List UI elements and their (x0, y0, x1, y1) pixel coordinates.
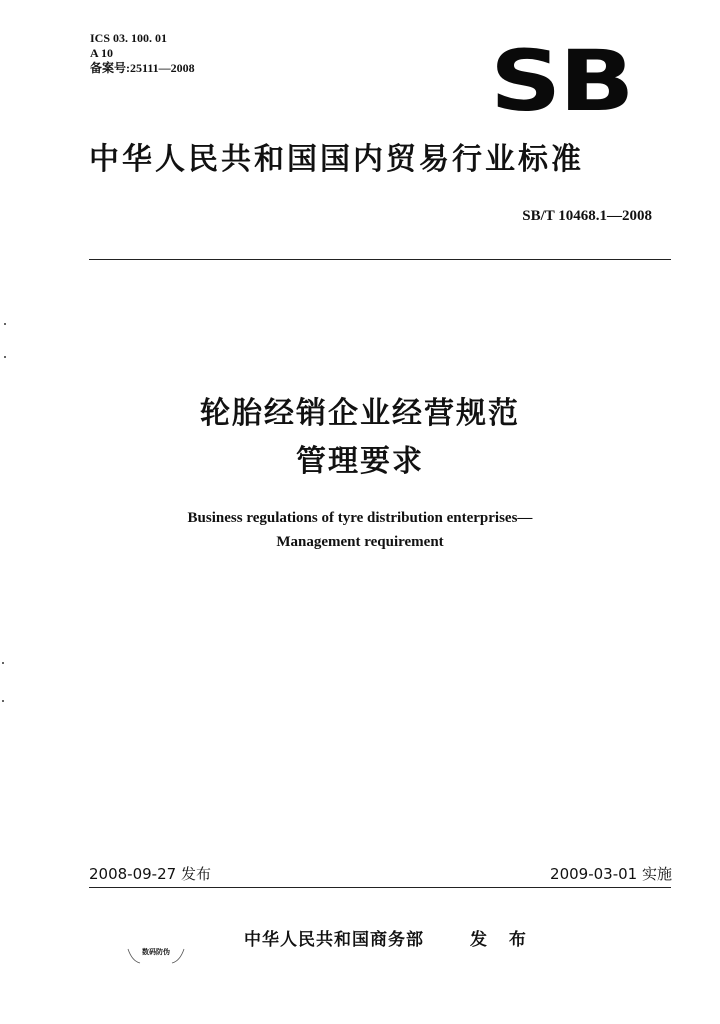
classification-block (90, 31, 195, 76)
issue-label: 发 布 (470, 930, 534, 950)
implementation-date: 2009-03-01 实施 (550, 865, 672, 883)
document-title-en-line2: Management requirement (276, 534, 444, 550)
scan-mark (2, 662, 4, 664)
stamp-text: 数码防伪 (142, 948, 170, 956)
issuing-authority: 中华人民共和国商务部 (244, 930, 424, 950)
scan-mark (2, 700, 4, 702)
sb-logo-text: SB (490, 32, 633, 130)
top-divider (89, 259, 671, 260)
issue-date: 2008-09-27 发布 (89, 865, 211, 883)
document-title-cn-line2: 管理要求 (296, 444, 424, 479)
ics-code: ICS 03. 100. 01 (90, 31, 168, 45)
sb-logo (490, 32, 635, 130)
scan-mark (4, 356, 6, 358)
ccs-code: A 10 (90, 46, 114, 60)
scan-mark (4, 323, 6, 325)
standard-code: SB/T 10468.1—2008 (522, 208, 652, 224)
filing-number: 备案号:25111—2008 (90, 61, 195, 75)
document-title-en-line1: Business regulations of tyre distribution enterprises— (187, 510, 533, 526)
bottom-divider (89, 887, 671, 888)
anti-counterfeit-stamp (124, 943, 188, 967)
document-title-cn-line1: 轮胎经销企业经营规范 (200, 396, 520, 431)
standard-category-title: 中华人民共和国国内贸易行业标准 (89, 142, 584, 177)
